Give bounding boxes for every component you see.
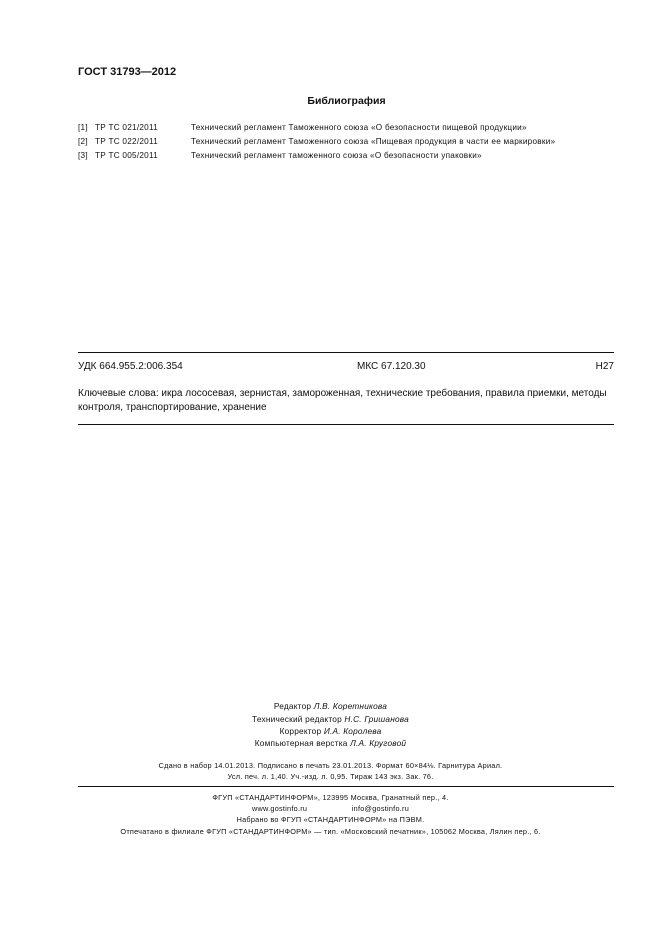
bibliography-item-code: ТР ТС 022/2011 <box>95 137 158 146</box>
imprint-divider <box>78 786 614 787</box>
credit-tech-editor-label: Технический редактор <box>252 714 342 724</box>
credit-layout-name: Л.А. Круговой <box>350 738 407 748</box>
top-divider <box>78 352 614 353</box>
credit-editor-name: Л.В. Коретникова <box>313 701 388 711</box>
print-info-line-2: Усл. печ. л. 1,40. Уч.-изд. л. 0,95. Тираж 143 экз. Зак. 76. <box>227 772 434 781</box>
okstu-code: Н27 <box>595 361 614 372</box>
bottom-divider <box>78 424 614 425</box>
bibliography-item-number: [2] <box>78 137 88 146</box>
bibliography-item-description: Технический регламент Таможенного союза «О безопасности пищевой продукции» <box>191 123 527 132</box>
bibliography-item-code: ТР ТС 005/2011 <box>95 151 158 160</box>
publisher-website: www.gostinfo.ru <box>251 804 308 813</box>
bibliography-item-description: Технический регламент таможенного союза «О безопасности упаковки» <box>191 151 482 160</box>
print-info-line-1: Сдано в набор 14.01.2013. Подписано в печать 23.01.2013. Формат 60×84⅛. Гарнитура Ариал. <box>158 761 503 770</box>
udk-code: УДК 664.955.2:006.354 <box>78 361 183 372</box>
credit-tech-editor <box>0 714 661 724</box>
publisher-line-1: ФГУП «СТАНДАРТИНФОРМ», 123995 Москва, Гранатный пер., 4. <box>212 793 449 802</box>
publisher-contacts <box>0 804 661 813</box>
publisher-line-3: Набрано во ФГУП «СТАНДАРТИНФОРМ» на ПЭВМ. <box>236 815 425 824</box>
credit-editor <box>0 701 661 711</box>
document-header: ГОСТ 31793—2012 <box>78 66 177 78</box>
credit-editor-label: Редактор <box>273 701 312 711</box>
credit-corrector-label: Корректор <box>279 726 322 736</box>
bibliography-item-code: ТР ТС 021/2011 <box>95 123 158 132</box>
credit-corrector <box>0 726 661 736</box>
mks-code: МКС 67.120.30 <box>357 361 426 372</box>
publisher-line-4: Отпечатано в филиале ФГУП «СТАНДАРТИНФОРМ» — тип. «Московский печатник», 105062 Москва, Лялин пер., 6. <box>120 827 541 836</box>
keywords: Ключевые слова: икра лососевая, зернистая, замороженная, технические требования, правила приемки, методы контроля, транспортирование, хранение <box>78 388 607 413</box>
bibliography-item-number: [3] <box>78 151 88 160</box>
publisher-email: info@gostinfo.ru <box>351 804 410 813</box>
bibliography-item-description: Технический регламент Таможенного союза «Пищевая продукция в части ее маркировки» <box>191 137 556 146</box>
credit-layout-label: Компьютерная верстка <box>254 738 348 748</box>
bibliography-title: Библиография <box>307 95 386 107</box>
credit-layout <box>0 738 661 748</box>
credit-corrector-name: И.А. Королева <box>323 726 382 736</box>
credit-tech-editor-name: Н.С. Гришанова <box>344 714 409 724</box>
bibliography-item-number: [1] <box>78 123 88 132</box>
